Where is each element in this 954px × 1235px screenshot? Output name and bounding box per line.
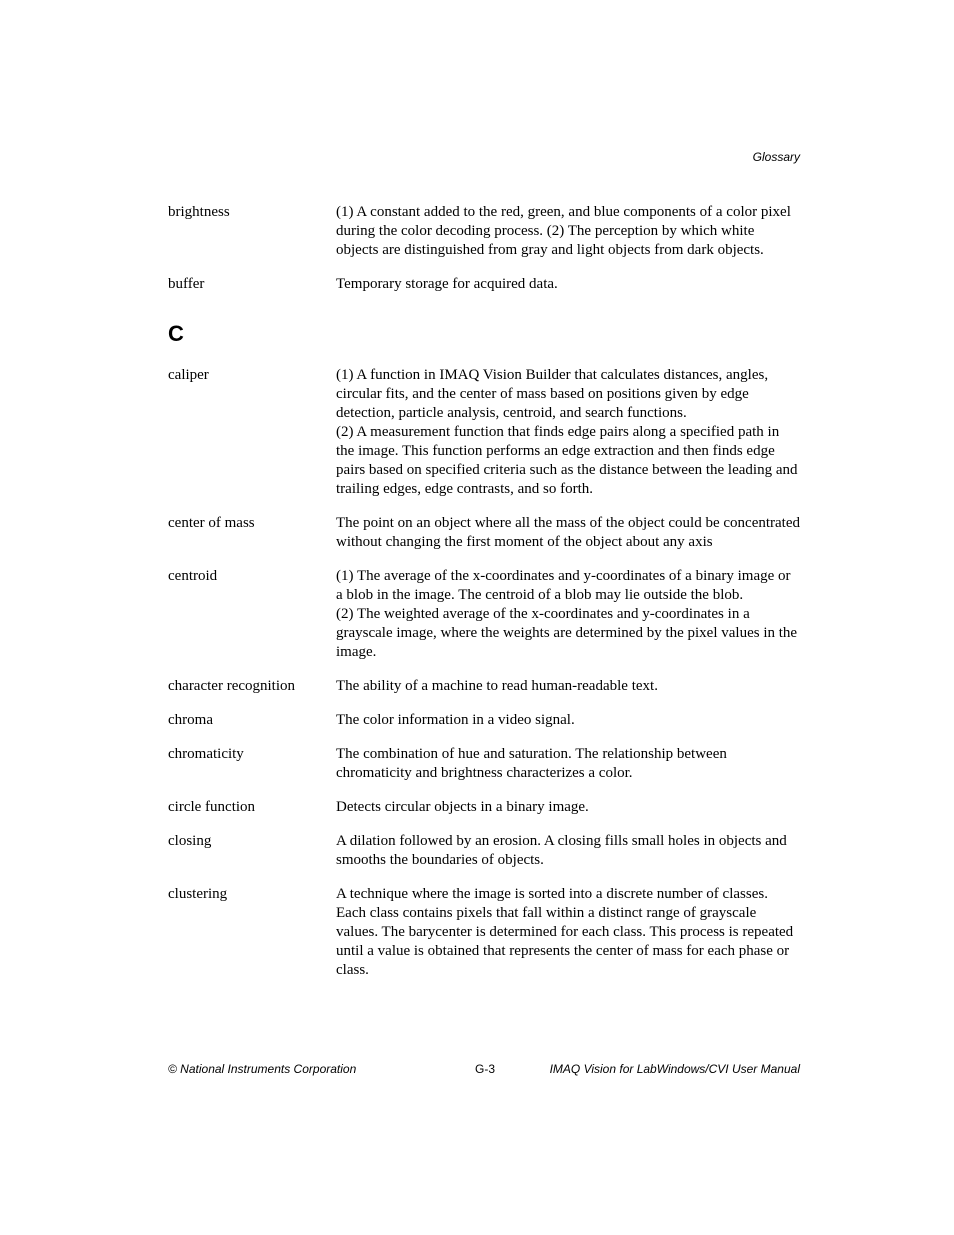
definition-text: (2) The weighted average of the x-coordinates and y-coordinates in a grayscale image, where the weights are determined by the pixel values in the image. (336, 606, 798, 660)
glossary-entry (168, 832, 800, 870)
glossary-term: buffer (168, 276, 205, 292)
page-footer (168, 1062, 800, 1078)
glossary-definition (336, 677, 800, 696)
glossary-term: circle function (168, 799, 256, 815)
definition-text: Detects circular objects in a binary image. (336, 799, 589, 815)
glossary-term: center of mass (168, 515, 255, 531)
glossary-term: caliper (168, 367, 209, 383)
footer-copyright: © National Instruments Corporation (168, 1062, 357, 1076)
glossary-definition (336, 203, 800, 260)
glossary-entry (168, 203, 800, 260)
glossary-definition (336, 514, 800, 552)
glossary-entry (168, 885, 800, 980)
glossary-entry (168, 745, 800, 783)
glossary-entry (168, 711, 800, 730)
glossary-term: character recognition (168, 678, 296, 694)
glossary-definition (336, 275, 800, 294)
glossary-definition (336, 711, 800, 730)
glossary-definition (336, 366, 800, 499)
glossary-entry (168, 798, 800, 817)
definition-text: (2) A measurement function that finds edge pairs along a specified path in the image. This function performs an edge extraction and then finds edge pairs based on specified criteria such as the distance between the leading and trailing edges, edge contrasts, and so forth. (336, 424, 798, 497)
footer-manual-title: IMAQ Vision for LabWindows/CVI User Manual (549, 1062, 800, 1076)
glossary-term: chroma (168, 712, 213, 728)
definition-text: (1) The average of the x-coordinates and y-coordinates of a binary image or a blob in the image. The centroid of a blob may lie outside the blob. (336, 568, 791, 603)
glossary-term: brightness (168, 204, 230, 220)
definition-text: The combination of hue and saturation. The relationship between chromaticity and brightness characterizes a color. (336, 746, 727, 781)
glossary-term: chromaticity (168, 746, 244, 762)
definition-text: The ability of a machine to read human-readable text. (336, 678, 658, 694)
glossary-entry (168, 275, 800, 294)
section-letter-heading: C (168, 321, 184, 346)
page-number: G-3 (475, 1062, 496, 1076)
glossary-entry (168, 366, 800, 499)
glossary-definition (336, 832, 800, 870)
glossary-definition (336, 745, 800, 783)
definition-text: (1) A constant added to the red, green, and blue components of a color pixel during the color decoding process. (2) The perception by which white objects are distinguished from gray and light objects from dark objects. (336, 204, 791, 258)
definition-text: A dilation followed by an erosion. A closing fills small holes in objects and smooths the boundaries of objects. (336, 833, 787, 868)
glossary-definition (336, 798, 800, 817)
glossary-definition (336, 567, 800, 662)
definition-text: Temporary storage for acquired data. (336, 276, 558, 292)
glossary-entry (168, 514, 800, 552)
definition-text: A technique where the image is sorted into a discrete number of classes. Each class contains pixels that fall within a distinct range of grayscale values. The barycenter is determined for each class. This process is repeated until a value is obtained that represents the center of mass for each phase or class. (336, 886, 794, 978)
running-header: Glossary (752, 150, 800, 164)
glossary-term: closing (168, 833, 212, 849)
definition-text: (1) A function in IMAQ Vision Builder that calculates distances, angles, circular fits, and the center of mass based on positions given by edge detection, particle analysis, centroid, and search functions. (336, 367, 769, 421)
glossary-definition (336, 885, 800, 980)
glossary-entry (168, 677, 800, 696)
glossary-content (168, 203, 800, 995)
definition-text: The point on an object where all the mass of the object could be concentrated without changing the first moment of the object about any axis (336, 515, 800, 550)
glossary-term: centroid (168, 568, 218, 584)
glossary-term: clustering (168, 886, 228, 902)
glossary-entry (168, 567, 800, 662)
definition-text: The color information in a video signal. (336, 712, 575, 728)
